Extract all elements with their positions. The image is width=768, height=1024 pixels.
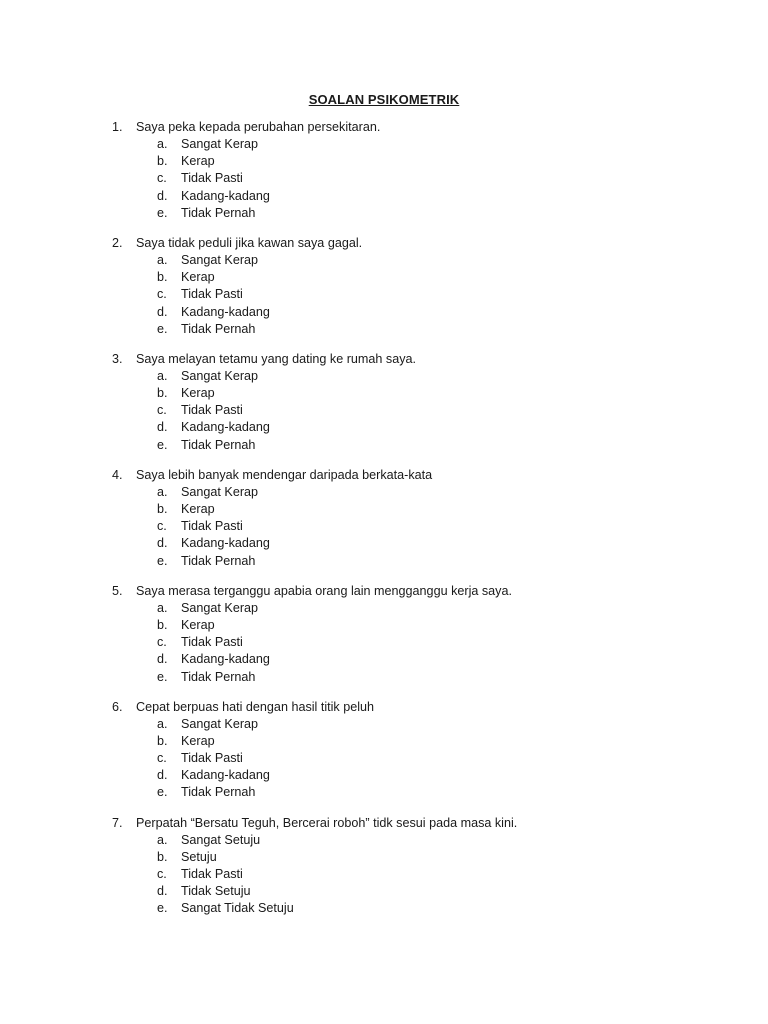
option-letter: a. (157, 484, 168, 499)
option-item (112, 136, 712, 153)
option-letter: d. (157, 768, 168, 783)
option-text: Sangat Kerap (181, 368, 259, 383)
option-text: Sangat Kerap (181, 252, 259, 267)
option-letter: e. (157, 205, 168, 220)
option-item (112, 385, 712, 402)
option-text: Tidak Pasti (181, 519, 243, 534)
option-text: Kadang-kadang (181, 768, 270, 783)
option-item (112, 170, 712, 187)
question-text: Saya merasa terganggu apabia orang lain mengganggu kerja saya. (136, 583, 512, 598)
question-number: 3. (112, 351, 123, 366)
option-text: Kadang-kadang (181, 420, 270, 435)
document-title: SOALAN PSIKOMETRIK (308, 92, 460, 107)
option-item (112, 651, 712, 668)
option-text: Tidak Pernah (181, 437, 256, 452)
option-letter: a. (157, 600, 168, 615)
option-text: Setuju (181, 849, 217, 864)
option-text: Kadang-kadang (181, 304, 270, 319)
question-number: 6. (112, 699, 123, 714)
option-text: Sangat Kerap (181, 600, 259, 615)
option-text: Kerap (181, 617, 215, 632)
option-letter: b. (157, 386, 168, 401)
option-text: Tidak Pernah (181, 785, 256, 800)
question-number: 4. (112, 467, 123, 482)
option-list (112, 832, 712, 918)
option-letter: c. (157, 171, 167, 186)
question-line (112, 119, 712, 136)
option-text: Kerap (181, 502, 215, 516)
option-item (112, 600, 712, 617)
option-letter: d. (157, 304, 168, 319)
question-line (112, 235, 712, 252)
question-text: Saya lebih banyak mendengar daripada berkata-kata (136, 467, 433, 482)
option-item (112, 205, 712, 222)
option-item (112, 900, 712, 917)
question-list (112, 119, 712, 931)
option-text: Sangat Setuju (181, 832, 261, 847)
option-list (112, 484, 712, 570)
question-item (112, 815, 712, 918)
question-item (112, 583, 712, 686)
option-text: Tidak Pasti (181, 171, 243, 186)
question-line (112, 815, 712, 832)
option-letter: b. (157, 502, 168, 516)
option-text: Kerap (181, 154, 215, 169)
option-text: Tidak Pasti (181, 751, 243, 766)
option-text: Kadang-kadang (181, 536, 270, 551)
option-item (112, 153, 712, 170)
option-text: Kadang-kadang (181, 188, 270, 203)
question-number: 5. (112, 583, 123, 598)
option-letter: c. (157, 287, 167, 302)
option-list (112, 252, 712, 338)
question-line (112, 351, 712, 368)
option-item (112, 437, 712, 454)
option-item (112, 849, 712, 866)
option-item (112, 553, 712, 570)
option-item (112, 501, 712, 518)
question-number: 7. (112, 815, 123, 830)
question-item (112, 235, 712, 338)
option-text: Kerap (181, 733, 215, 748)
option-item (112, 252, 712, 269)
option-letter: c. (157, 751, 167, 766)
option-text: Tidak Pasti (181, 635, 243, 650)
option-text: Tidak Pasti (181, 287, 243, 302)
option-list (112, 368, 712, 454)
option-letter: e. (157, 553, 168, 568)
option-text: Sangat Kerap (181, 484, 259, 499)
option-letter: a. (157, 716, 168, 731)
option-text: Kerap (181, 386, 215, 401)
question-line (112, 467, 712, 484)
option-letter: d. (157, 188, 168, 203)
question-text: Saya peka kepada perubahan persekitaran. (136, 120, 381, 134)
question-text: Saya tidak peduli jika kawan saya gagal. (136, 235, 363, 250)
option-letter: b. (157, 733, 168, 748)
option-text: Tidak Pernah (181, 321, 256, 336)
option-letter: c. (157, 867, 167, 881)
option-item (112, 733, 712, 750)
option-item (112, 368, 712, 385)
option-item (112, 304, 712, 321)
option-item (112, 321, 712, 338)
question-number: 1. (112, 120, 123, 134)
option-item (112, 832, 712, 849)
option-list (112, 600, 712, 686)
option-text: Sangat Kerap (181, 716, 259, 731)
option-text: Kadang-kadang (181, 652, 270, 667)
option-text: Tidak Pasti (181, 867, 243, 881)
option-text: Tidak Setuju (181, 884, 251, 899)
option-letter: b. (157, 849, 168, 864)
option-item (112, 716, 712, 733)
option-item (112, 883, 712, 900)
option-letter: e. (157, 901, 168, 916)
question-line (112, 583, 712, 600)
question-text: Cepat berpuas hati dengan hasil titik peluh (136, 699, 375, 714)
option-item (112, 484, 712, 501)
question-text: Perpatah “Bersatu Teguh, Bercerai roboh” tidk sesui pada masa kini. (136, 815, 518, 830)
option-list (112, 136, 712, 222)
question-item (112, 467, 712, 570)
option-letter: a. (157, 137, 168, 151)
option-letter: e. (157, 321, 168, 336)
option-item (112, 188, 712, 205)
option-letter: b. (157, 617, 168, 632)
option-letter: d. (157, 884, 168, 899)
option-text: Tidak Pernah (181, 669, 256, 684)
question-item (112, 351, 712, 454)
option-item (112, 269, 712, 286)
question-number: 2. (112, 235, 123, 250)
option-letter: a. (157, 252, 168, 267)
option-letter: e. (157, 437, 168, 452)
option-item (112, 866, 712, 883)
option-letter: b. (157, 270, 168, 285)
option-item (112, 402, 712, 419)
option-item (112, 634, 712, 651)
option-item (112, 286, 712, 303)
option-item (112, 767, 712, 784)
option-item (112, 784, 712, 801)
question-text: Saya melayan tetamu yang dating ke rumah saya. (136, 351, 417, 366)
option-letter: b. (157, 154, 168, 169)
question-item (112, 119, 712, 222)
option-text: Tidak Pasti (181, 403, 243, 418)
question-item (112, 699, 712, 802)
option-item (112, 518, 712, 535)
option-item (112, 617, 712, 634)
option-letter: a. (157, 832, 168, 847)
option-letter: a. (157, 368, 168, 383)
option-letter: e. (157, 785, 168, 800)
option-text: Kerap (181, 270, 215, 285)
option-item (112, 750, 712, 767)
option-item (112, 419, 712, 436)
option-text: Tidak Pernah (181, 205, 256, 220)
option-item (112, 535, 712, 552)
option-item (112, 669, 712, 686)
option-letter: d. (157, 652, 168, 667)
option-letter: c. (157, 635, 167, 650)
option-letter: d. (157, 536, 168, 551)
option-letter: c. (157, 403, 167, 418)
option-letter: e. (157, 669, 168, 684)
option-text: Sangat Kerap (181, 137, 259, 151)
option-text: Sangat Tidak Setuju (181, 901, 294, 916)
option-letter: c. (157, 519, 167, 534)
option-letter: d. (157, 420, 168, 435)
option-list (112, 716, 712, 802)
option-text: Tidak Pernah (181, 553, 256, 568)
question-line (112, 699, 712, 716)
